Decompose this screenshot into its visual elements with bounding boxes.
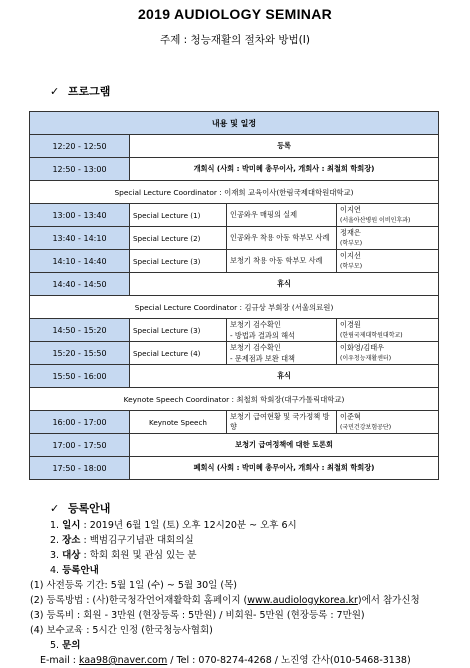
speaker-name: 이지연 xyxy=(340,205,361,214)
lecture-label: Special Lecture (2) xyxy=(130,227,227,250)
time-cell: 17:50 - 18:00 xyxy=(30,457,130,480)
checkmark-icon: ✓ xyxy=(50,85,60,98)
continuing-education: (4) 보수교육 : 5시간 인정 (한국청능사협회) xyxy=(30,625,213,636)
contact-text: E-mail : xyxy=(40,655,80,666)
speaker-cell xyxy=(337,319,439,342)
time-cell: 13:40 - 14:10 xyxy=(30,227,130,250)
registration-label: 등록안내 xyxy=(67,502,111,515)
speaker-name: 정재은 xyxy=(340,228,361,237)
time-cell: 15:20 - 15:50 xyxy=(30,342,130,365)
lecture-topic: 인공와우 매핑의 실제 xyxy=(227,204,337,227)
content-cell: 휴식 xyxy=(130,365,439,388)
table-row xyxy=(30,158,439,181)
table-row xyxy=(30,204,439,227)
checkmark-icon: ✓ xyxy=(50,502,60,515)
item-number: 3. xyxy=(50,550,60,561)
coordinator-row xyxy=(30,296,439,319)
speaker-cell xyxy=(337,227,439,250)
topic-line: - 문제점과 보완 대책 xyxy=(230,354,295,363)
content-cell: 휴식 xyxy=(130,273,439,296)
lecture-label: Special Lecture (3) xyxy=(130,319,227,342)
lecture-topic xyxy=(227,342,337,365)
item-number: 1. xyxy=(50,520,60,531)
speaker-affiliation: (이우청능재활센터) xyxy=(340,355,392,362)
lecture-label: Keynote Speech xyxy=(130,411,227,434)
item-number: 2. xyxy=(50,535,60,546)
time-cell: 14:50 - 15:20 xyxy=(30,319,130,342)
program-section-heading xyxy=(50,83,110,99)
content-cell: 보청기 급여정책에 대한 토론회 xyxy=(130,434,439,457)
time-cell: 15:50 - 16:00 xyxy=(30,365,130,388)
topic-line: 보청기 검수확인 xyxy=(230,320,281,329)
speaker-name: 이준혁 xyxy=(340,412,361,421)
speaker-affiliation: (학부모) xyxy=(340,240,363,247)
topic-line: 보청기 검수확인 xyxy=(230,343,281,352)
coordinator-row xyxy=(30,388,439,411)
table-row xyxy=(30,273,439,296)
registration-fee: (3) 등록비 : 회원 - 3만원 (현장등록 : 5만원) / 비회원- 5만원 (현장등록 : 7만원) xyxy=(30,610,365,621)
speaker-cell xyxy=(337,204,439,227)
info-date xyxy=(30,518,420,533)
speaker-affiliation: (학부모) xyxy=(340,263,363,270)
coordinator-row xyxy=(30,181,439,204)
time-cell: 13:00 - 13:40 xyxy=(30,204,130,227)
homepage-link[interactable]: www.audiologykorea.kr xyxy=(247,595,358,606)
schedule-table xyxy=(29,111,439,480)
item-number: 4. xyxy=(50,565,60,576)
item-number: 5. xyxy=(50,640,60,651)
time-cell: 12:50 - 13:00 xyxy=(30,158,130,181)
table-row xyxy=(30,434,439,457)
registration-period: (1) 사전등록 기간: 5월 1일 (수) ~ 5월 30일 (목) xyxy=(30,580,237,591)
time-cell: 14:40 - 14:50 xyxy=(30,273,130,296)
coordinator-cell: Special Lecture Coordinator : 이재희 교육이사(한림국제대학원대학교) xyxy=(30,181,439,204)
table-row xyxy=(30,365,439,388)
info-registration xyxy=(30,563,420,578)
table-row xyxy=(30,135,439,158)
item-key: 장소 xyxy=(62,535,81,546)
info-audience xyxy=(30,548,420,563)
email-link[interactable]: kaa98@naver.com xyxy=(79,655,168,666)
lecture-topic: 인공와우 착용 아동 학부모 사례 xyxy=(227,227,337,250)
speaker-name: 이지선 xyxy=(340,251,361,260)
table-row xyxy=(30,411,439,434)
table-row xyxy=(30,227,439,250)
seminar-subtitle: 주제 : 청능재활의 절차와 방법(Ⅰ) xyxy=(160,34,310,46)
speaker-affiliation: (서울아산병원 이비인후과) xyxy=(340,217,411,224)
lecture-label: Special Lecture (1) xyxy=(130,204,227,227)
speaker-cell xyxy=(337,342,439,365)
lecture-topic xyxy=(227,319,337,342)
content-cell: 폐회식 (사회 : 박미혜 총무이사, 개회사 : 최철희 학회장) xyxy=(130,457,439,480)
item-value: : 백범김구기념관 대회의실 xyxy=(80,535,194,546)
table-header: 내용 및 일정 xyxy=(30,112,439,135)
speaker-name: 이화영/김태우 xyxy=(340,343,385,352)
time-cell: 12:20 - 12:50 xyxy=(30,135,130,158)
speaker-affiliation: (국민건강보험공단) xyxy=(340,424,392,431)
registration-details xyxy=(30,518,420,668)
speaker-cell xyxy=(337,411,439,434)
speaker-name: 이경원 xyxy=(340,320,361,329)
item-value: : 학회 회원 및 관심 있는 분 xyxy=(80,550,197,561)
coordinator-cell: Special Lecture Coordinator : 김규상 부회장 (서울의료원) xyxy=(30,296,439,319)
content-cell: 등록 xyxy=(130,135,439,158)
table-row xyxy=(30,319,439,342)
method-text: )에서 참가신청 xyxy=(357,595,420,606)
item-key: 대상 xyxy=(62,550,81,561)
info-inquiry xyxy=(30,638,420,653)
topic-line: - 방법과 결과의 해석 xyxy=(230,331,295,340)
table-row xyxy=(30,342,439,365)
item-key: 일시 xyxy=(62,520,81,531)
registration-section-heading xyxy=(50,500,110,516)
content-cell: 개회식 (사회 : 박미혜 총무이사, 개회사 : 최철희 학회장) xyxy=(130,158,439,181)
speaker-cell xyxy=(337,250,439,273)
seminar-title: 2019 AUDIOLOGY SEMINAR xyxy=(137,6,333,22)
lecture-topic: 보청기 급여현황 및 국가정책 방향 xyxy=(227,411,337,434)
coordinator-cell: Keynote Speech Coordinator : 최철희 학회장(대구가톨릭대학교) xyxy=(30,388,439,411)
lecture-label: Special Lecture (3) xyxy=(130,250,227,273)
item-value: : 2019년 6월 1일 (토) 오후 12시20분 ~ 오후 6시 xyxy=(80,520,297,531)
contact-text: / Tel : 070-8274-4268 / 노진영 간사(010-5468-3138) xyxy=(167,655,411,666)
registration-method xyxy=(30,593,420,608)
table-row xyxy=(30,457,439,480)
time-cell: 14:10 - 14:40 xyxy=(30,250,130,273)
time-cell: 16:00 - 17:00 xyxy=(30,411,130,434)
item-key: 문의 xyxy=(62,640,81,651)
lecture-topic: 보청기 착용 아동 학부모 사례 xyxy=(227,250,337,273)
method-text: (2) 등록방법 : (사)한국청각언어재활학회 홈페이지 ( xyxy=(30,595,248,606)
table-header-row xyxy=(30,112,439,135)
contact-line xyxy=(30,653,420,668)
speaker-affiliation: (한림국제대학원대학교) xyxy=(340,332,403,339)
info-venue xyxy=(30,533,420,548)
lecture-label: Special Lecture (4) xyxy=(130,342,227,365)
program-label: 프로그램 xyxy=(67,85,111,98)
table-row xyxy=(30,250,439,273)
item-key: 등록안내 xyxy=(62,565,99,576)
time-cell: 17:00 - 17:50 xyxy=(30,434,130,457)
